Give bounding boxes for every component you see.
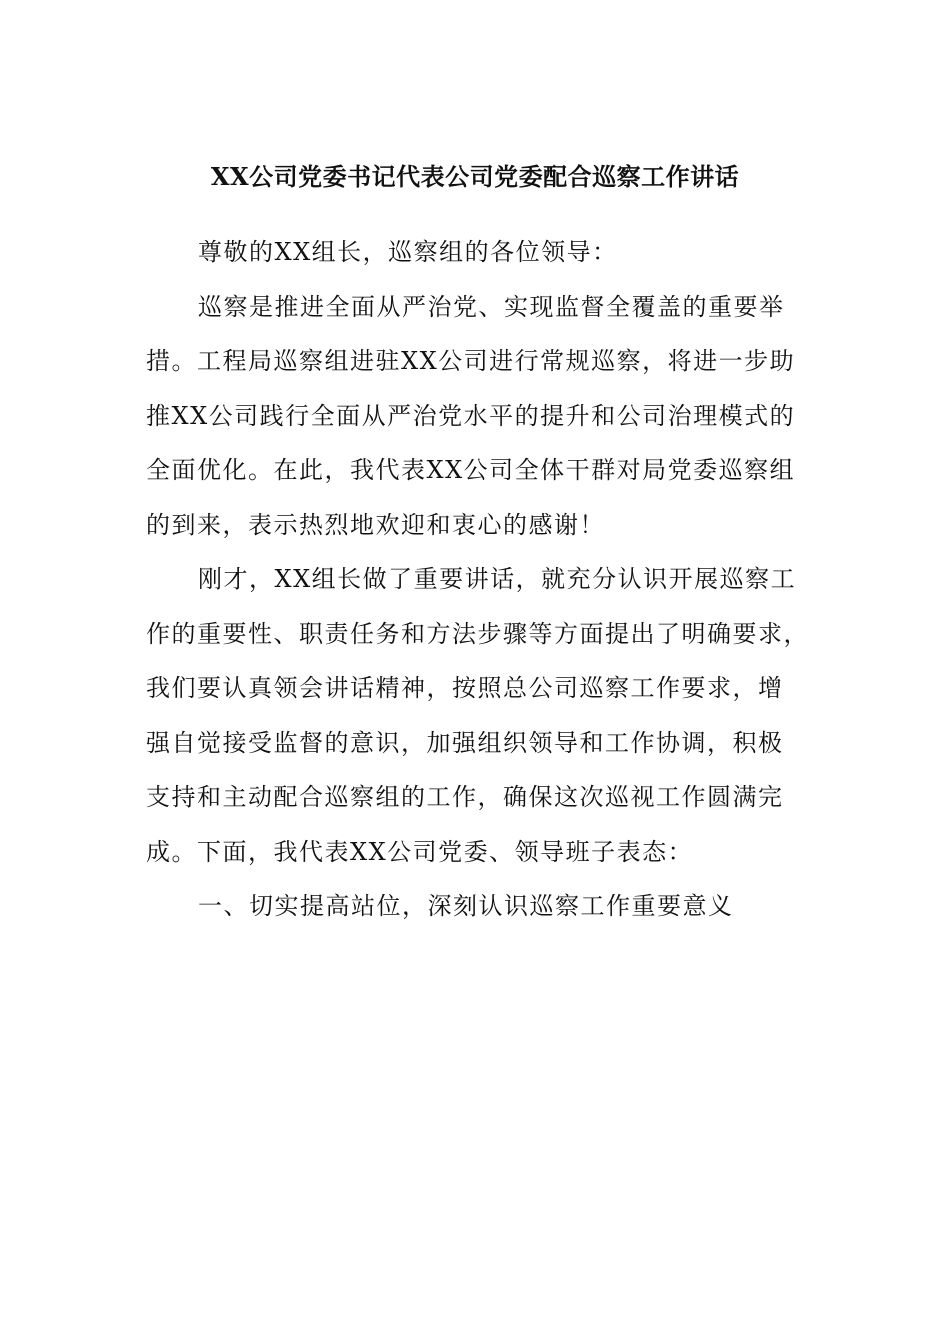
- text-line: 成。下面，我代表XX公司党委、领导班子表态：: [146, 837, 694, 866]
- text-line: 刚才，XX组长做了重要讲话，就充分认识开展巡察工: [198, 565, 797, 593]
- text-line: 尊敬的XX组长，巡察组的各位领导：: [198, 238, 618, 266]
- text-line: 强自觉接受监督的意识，加强组织领导和工作协调，积极: [146, 728, 784, 757]
- text-line: 我们要认真领会讲话精神，按照总公司巡察工作要求，增: [146, 674, 784, 702]
- text-line: 一、切实提高站位，深刻认识巡察工作重要意义: [198, 892, 734, 920]
- response-paragraph: [146, 552, 809, 879]
- text-line: 巡察是推进全面从严治党、实现监督全覆盖的重要举: [198, 292, 785, 321]
- section-heading: [146, 879, 806, 934]
- document-title: XX公司党委书记代表公司党委配合巡察工作讲话: [210, 162, 740, 191]
- text-line: 支持和主动配合巡察组的工作，确保这次巡视工作圆满完: [146, 783, 784, 811]
- text-line: 全面优化。在此，我代表XX公司全体干群对局党委巡察组: [146, 456, 796, 484]
- text-line: 的到来，表示热烈地欢迎和衷心的感谢！: [146, 510, 605, 539]
- document-body: [146, 225, 809, 934]
- salutation-paragraph: [146, 225, 806, 280]
- text-line: 推XX公司践行全面从严治党水平的提升和公司治理模式的: [146, 401, 796, 430]
- text-line: 措。工程局巡察组进驻XX公司进行常规巡察，将进一步助: [146, 347, 796, 375]
- intro-paragraph: [146, 280, 806, 553]
- text-line: 作的重要性、职责任务和方法步骤等方面提出了明确要求，: [146, 619, 809, 648]
